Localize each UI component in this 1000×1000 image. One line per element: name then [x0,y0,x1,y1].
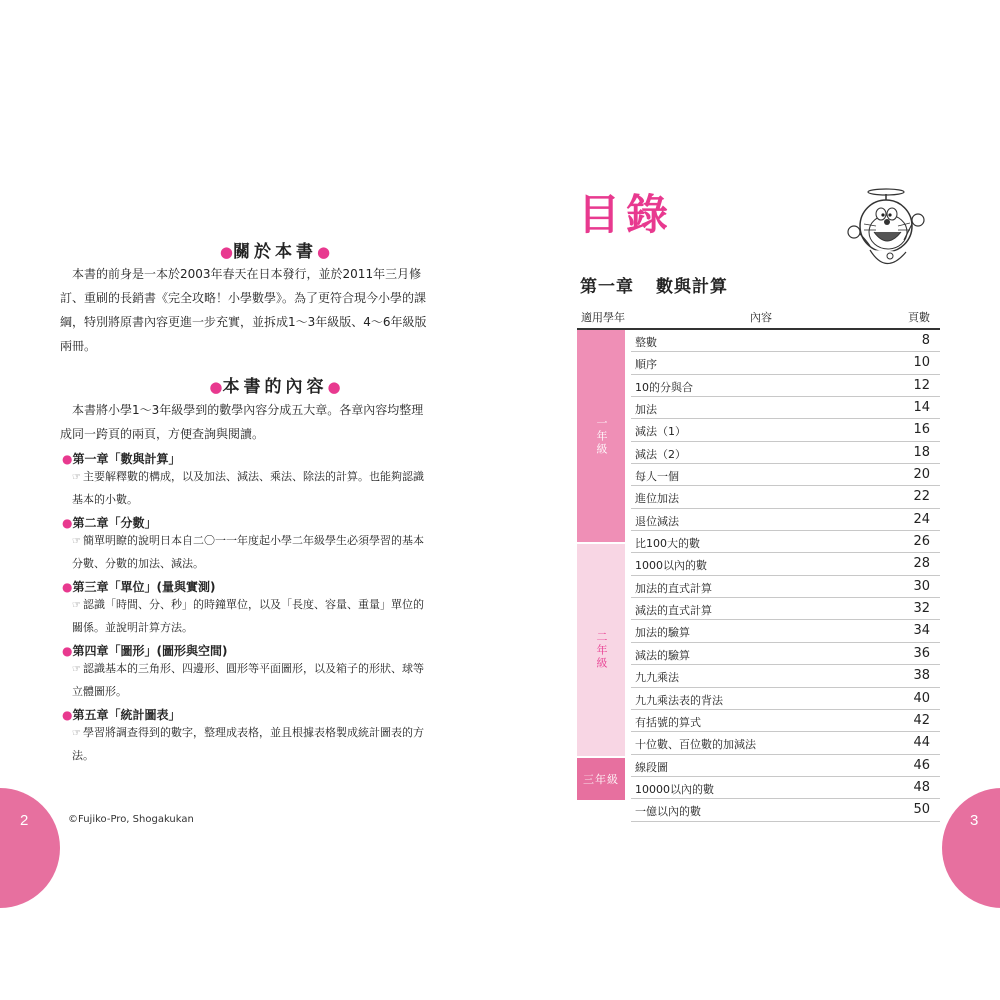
doraemon-illustration [830,180,940,280]
page-corner-tab [942,788,1000,908]
contents-intro: 本書將小學1～3年級學到的數學內容分成五大章。各章內容均整理成同一跨頁的兩頁，方便查詢與閱讀。 [60,403,424,441]
pointing-hand-icon: ☞ [72,472,81,483]
toc-row-title: 減法的直式計算 [635,604,712,618]
toc-row [631,710,940,732]
copyright-credit: ©Fujiko-Pro, Shogakukan [68,814,194,825]
toc-row-title: 加法的直式計算 [635,581,712,595]
toc-row [631,688,940,710]
toc-row-title: 退位減法 [635,514,679,528]
page-number: 2 [20,812,29,829]
toc-row-page: 44 [913,735,930,751]
toc-row-page: 8 [921,333,930,348]
toc-row [631,419,940,441]
toc-header-row [577,302,940,330]
toc-row-title: 加法的驗算 [635,626,690,640]
toc-row-title: 順序 [635,358,657,372]
toc-table [577,302,940,819]
contents-title: ●本書的內容● [209,377,341,397]
toc-row [631,464,940,486]
toc-row [631,755,940,777]
toc-row [631,442,940,464]
chapter-4-desc: ☞ 認識基本的三角形、四邊形、圓形等平面圖形，以及箱子的形狀、球等立體圖形。 [72,662,424,698]
toc-row-title: 有括號的算式 [635,715,701,729]
toc-row-page: 10 [913,355,930,371]
toc-row-title: 減法的驗算 [635,648,690,662]
toc-row-title: 10000以內的數 [635,782,714,796]
toc-row [631,531,940,553]
toc-row-title: 一億以內的數 [635,805,701,819]
toc-row-title: 減法（1） [635,425,686,439]
page-number: 3 [970,812,979,829]
grade-2-band: 二年級 [577,544,625,756]
chapter-3-head: ●第三章「單位」(量與實測) [62,580,216,594]
toc-row-title: 每人一個 [635,470,679,484]
toc-row-page: 46 [913,757,930,773]
toc-row-title: 減法（2） [635,447,686,461]
chapter-3-desc: ☞ 認識「時間、分、秒」的時鐘單位，以及「長度、容量、重量」單位的關係。並說明計算方法。 [72,598,424,634]
toc-row-page: 40 [913,690,930,706]
chapter-5-head: ●第五章「統計圖表」 [62,708,181,722]
toc-row-page: 30 [913,578,930,594]
toc-row-title: 十位數、百位數的加減法 [635,738,756,752]
page-corner-tab [0,788,60,908]
toc-row-page: 16 [913,422,930,438]
chapter-5-desc: ☞ 學習將調查得到的數字，整理成表格，並且根據表格製成統計圖表的方法。 [72,726,424,762]
toc-row-page: 48 [913,779,930,795]
right-page [500,0,1000,1000]
toc-rows [631,330,940,822]
toc-row-page: 14 [913,400,930,416]
grade-1-band: 一年級 [577,330,625,542]
toc-row [631,397,940,419]
header-page: 頁數 [908,311,930,324]
pointing-hand-icon: ☞ [72,728,81,739]
toc-row-page: 34 [913,623,930,639]
toc-row-title: 九九乘法 [635,671,679,685]
toc-row-page: 12 [913,377,930,393]
toc-row-page: 24 [913,511,930,527]
toc-row [631,486,940,508]
about-title: ●關於本書● [219,242,331,262]
toc-row [631,799,940,821]
toc-row-page: 26 [913,534,930,550]
toc-row-page: 20 [913,467,930,483]
header-grade: 適用學年 [581,311,625,324]
toc-row-page: 38 [913,668,930,684]
toc-row-title: 整數 [635,336,657,349]
toc-row [631,576,940,598]
header-content: 內容 [750,311,772,324]
toc-row-page: 18 [913,444,930,460]
about-body: 本書的前身是一本於2003年春天在日本發行，並於2011年三月修訂、重刷的長銷書《完全攻略！小學數學》。為了更符合現今小學的課綱，特別將原書內容更進一步充實，並拆成1～3年級版、4～6年級版兩冊。 [60,267,427,353]
toc-row-title: 10的分與合 [635,380,693,394]
toc-row-page: 32 [913,601,930,617]
toc-row-title: 進位加法 [635,492,679,506]
toc-row-page: 42 [913,712,930,728]
toc-row [631,330,940,352]
toc-row [631,732,940,754]
toc-row [631,553,940,575]
toc-row-page: 22 [913,489,930,505]
pointing-hand-icon: ☞ [72,664,81,675]
grade-3-band: 三年級 [577,758,625,800]
toc-row-title: 比100大的數 [635,537,700,551]
toc-row-title: 九九乘法表的背法 [635,693,723,707]
toc-row [631,777,940,799]
chapter-2-head: ●第二章「分數」 [62,516,157,530]
pointing-hand-icon: ☞ [72,600,81,611]
toc-row-title: 加法 [635,403,657,417]
toc-row [631,509,940,531]
toc-row [631,643,940,665]
toc-row-title: 1000以內的數 [635,559,707,573]
chapter-4-head: ●第四章「圖形」(圖形與空間) [62,644,228,658]
toc-row [631,352,940,374]
chapter-1-head: ●第一章「數與計算」 [62,452,181,466]
toc-row [631,620,940,642]
toc-row [631,598,940,620]
toc-title: 目錄 [578,190,675,239]
toc-row-page: 50 [913,802,930,818]
chapter-2-desc: ☞ 簡單明瞭的說明日本自二〇一一年度起小學二年級學生必須學習的基本分數、分數的加法、減法。 [72,534,424,570]
chapter-1-desc: ☞ 主要解釋數的構成，以及加法、減法、乘法、除法的計算。也能夠認識基本的小數。 [72,470,424,506]
toc-row [631,665,940,687]
toc-row-title: 線段圖 [635,760,668,774]
toc-row-page: 28 [913,556,930,572]
toc-row [631,375,940,397]
pointing-hand-icon: ☞ [72,536,81,547]
toc-row-page: 36 [913,645,930,661]
chapter-title: 第一章 數與計算 [580,277,728,297]
